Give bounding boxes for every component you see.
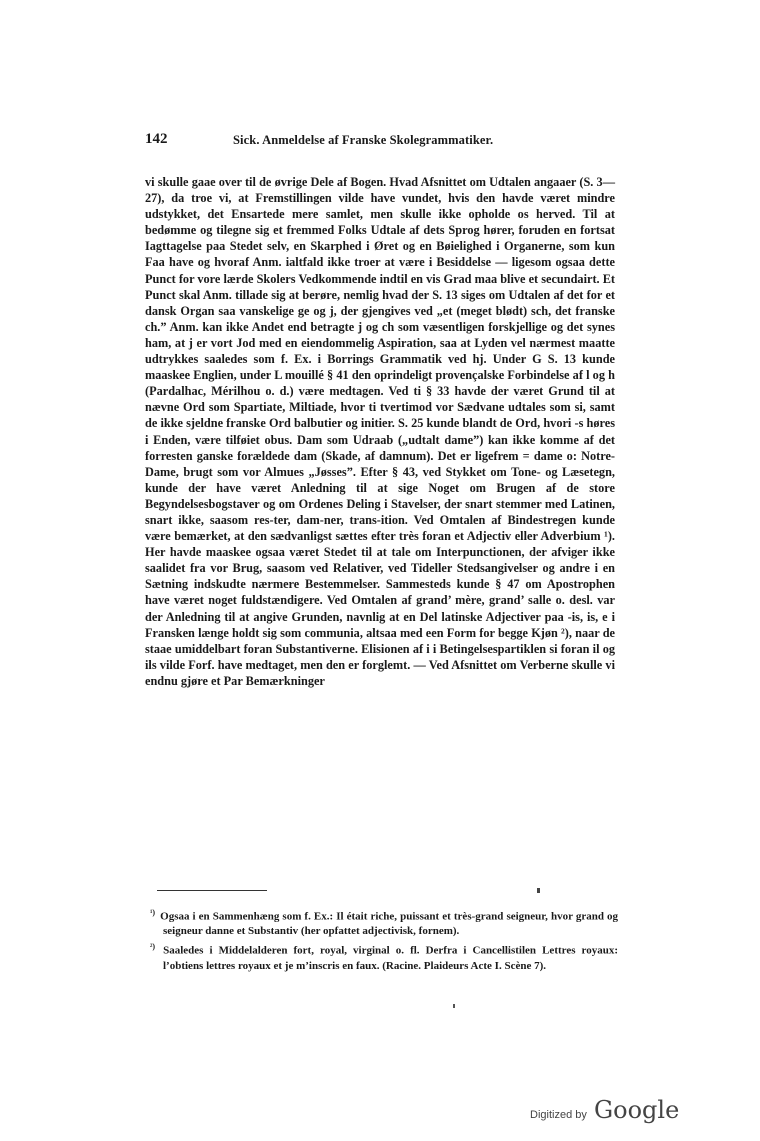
- body-text: [145, 174, 615, 689]
- footnote-1-mark: ¹): [150, 908, 156, 917]
- footnote-1: [150, 906, 618, 938]
- page-header: [145, 131, 545, 153]
- footnote-separator: [157, 890, 267, 891]
- watermark-digitized-by: Digitized by: [530, 1109, 587, 1121]
- google-logo: Google: [593, 1096, 680, 1124]
- body-paragraph: vi skulle gaae over til de øvrige Dele af Bogen. Hvad Afsnittet om Udtalen angaaer (S. 3—27), da troe vi, at Fremstillingen vilde have vundet, hvis den havde været mindre udstykket, det Ensartede mere samlet, men skulle ikke opholde os herved. Til at bedømme og tilegne sig et fremmed Folks Udtale af dets Sprog hører, foruden en fortsat Iagttagelse paa Stedet selv, en Skarphed i Øret og en Bøielighed i Organerne, som kun Faa have og hvoraf Anm. ialtfald ikke troer at være i Besiddelse — ligesom ogsaa dette Punct for vore lærde Skolers Vedkommende indtil en vis Grad maa blive et secundairt. Et Punct skal Anm. tillade sig at berøre, nemlig hvad der S. 13 siges om Udtalen af det for et dansk Organ saa vanskelige ge og j, der gjengives ved „et (meget blødt) sch, det franske ch.” Anm. kan ikke Andet end betragte j og ch som væsentligen forskjellige og det synes ham, at j er vort Jod med en eiendommelig Aspiration, saa at Lyden vel nærmest maatte udtrykkes saaledes som f. Ex. i Borrings Grammatik ved hj. Under G S. 13 kunde maaskee Englien, under L mouillé § 41 den oprindeligt provençalske Forbindelse af l og h (Pardalhac, Mérilhou o. d.) være medtagen. Ved ti § 33 havde der været Grund til at nævne Ord som Spartiate, Miltiade, hvor ti tvertimod vor Sædvane udtales som si, samt de ikke sjeldne franske Ord balbutier og initier. S. 25 kunde blandt de Ord, hvori -s høres i Enden, være tilføiet obus. Dam som Udraab („udtalt dame”) kan ikke komme af det forresten ganske forældede dam (Skade, af damnum). Det er ligefrem = dame o: Notre-Dame, brugt som vor Almues „Jøsses”. Efter § 43, ved Stykket om Tone- og Læsetegn, kunde der have været Anledning til at sige Noget om Brugen af de store Begyndelsesbogstaver og om Ordenes Deling i Stavelser, der snart stemmer med Latinen, snart ikke, saasom res-ter, dam-ner, trans-ition. Ved Omtalen af Bindestregen kunde være bemærket, at den sædvanligst sættes efter très foran et Adjectiv eller Adverbium ¹). Her havde maaskee ogsaa været Stedet til at tale om Interpunctionen, der afviger ikke saalidet fra vor Brug, saasom ved Relativer, ved Tideller Stedsangivelser og andre i en Sætning indskudte nærmere Bestemmelser. Sammesteds kunde § 47 om Apostrophen have været noget fuldstændigere. Ved Omtalen af grand’ mère, grand’ salle o. desl. var der Anledning til at angive Grunden, navnlig at en Del latinske Adjectiver paa -is, is, e i Fransken længe holdt sig som communia, altsaa med een Form for begge Kjøn ²), naar de staae umiddelbart foran Substantiverne. Elisionen af i i Betingelsespartiklen si foran il og ils vilde Forf. have medtaget, men den er forglemt. — Ved Afsnittet om Verberne skulle vi endnu gjøre et Par Bemærkninger: [145, 175, 615, 688]
- running-title: Sick. Anmeldelse af Franske Skolegrammatiker.: [233, 133, 494, 147]
- print-mark: [537, 888, 540, 893]
- print-mark-footer: [453, 1004, 455, 1008]
- page-number: 142: [145, 131, 168, 147]
- footnotes: [150, 906, 618, 975]
- footnote-1-text: Ogsaa i en Sammenhæng som f. Ex.: Il était riche, puissant et très-grand seigneur, hvor grand og seigneur danne et Substantiv (her opfattet adjectivisk, fornem).: [160, 910, 619, 938]
- footnote-2: [150, 940, 618, 972]
- footnote-2-text: Saaledes i Middelalderen fort, royal, virginal o. fl. Derfra i Cancellistilen Lettres royaux: l’obtiens lettres royaux et je m’inscris en faux. (Racine. Plaideurs Acte I. Scène 7).: [163, 945, 619, 972]
- footnote-2-mark: ²): [150, 942, 156, 952]
- digitization-watermark: [530, 1096, 679, 1126]
